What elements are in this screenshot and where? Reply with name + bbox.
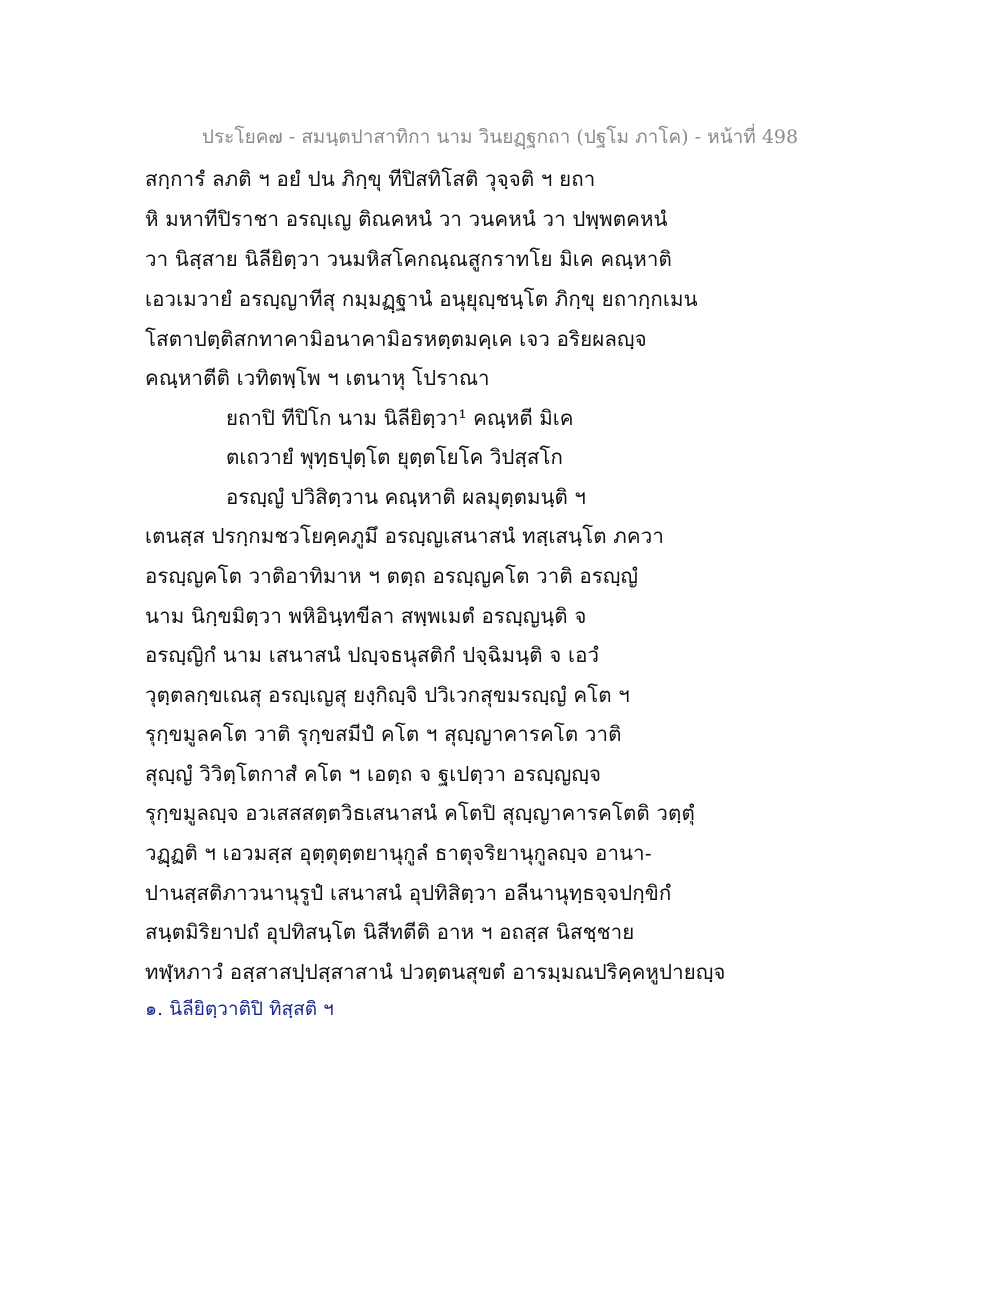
text-line: โสตาปตฺติสกทาคามิอนาคามิอรหตฺตมคฺเค เจว อริยผลญฺจ: [145, 327, 647, 351]
text-line: รุกฺขมูลคโต วาติ รุกฺขสมีปํ คโต ฯ สุญฺญาคารคโต วาติ: [145, 722, 622, 746]
text-line: ปานสฺสติภาวนานุรูปํ เสนาสนํ อุปทิสิตฺวา อลีนานุทฺธจฺจปกฺขิกํ: [145, 881, 672, 905]
text-line: ทฬฺหภาวํ อสฺสาสปฺปสฺสาสานํ ปวตฺตนสุขตํ อารมฺมณปริคฺคหูปายญฺจ: [145, 960, 726, 984]
text-line: คณฺหาตีติ เวทิตพฺโพ ฯ เตนาหุ โปราณา: [145, 366, 490, 390]
page-header: ประโยค๗ - สมนฺตปาสาทิกา นาม วินยฏฺฐกถา (ปฐโม ภาโค) - หน้าที่ 498: [201, 126, 799, 148]
verse-line: ตเถวายํ พุทฺธปุตฺโต ยุตฺตโยโค วิปสฺสโก: [226, 445, 563, 469]
verse-line: อรญฺญํ ปวิสิตฺวาน คณฺหาติ ผลมุตฺตมนฺติ ฯ: [226, 485, 586, 509]
text-line: นาม นิกฺขมิตฺวา พหิอินฺทขีลา สพฺพเมตํ อรญฺญนฺติ จ: [145, 604, 587, 628]
text-line: อรญฺญคโต วาติอาทิมาห ฯ ตตฺถ อรญฺญคโต วาติ อรญฺญํ: [145, 564, 639, 588]
text-line: วฏฺฏติ ฯ เอวมสฺส อุตฺตุตฺตยานุกูลํ ธาตุจริยานุกูลญฺจ อานา-: [145, 841, 652, 865]
text-line: เอวเมวายํ อรญฺญาทีสุ กมฺมฏฺฐานํ อนุยุญฺชนฺโต ภิกฺขุ ยถากฺกเมน: [145, 287, 698, 311]
text-line: สุญฺญํ วิวิตฺโตกาสํ คโต ฯ เอตฺถ จ ฐเปตฺวา อรญฺญญฺจ: [145, 762, 602, 786]
text-line: หิ มหาทีปิราชา อรญฺเญ ติณคหนํ วา วนคหนํ วา ปพฺพตคหนํ: [145, 207, 668, 231]
text-line: สนฺตมิริยาปถํ อุปทิสนฺโต นิสีทตีติ อาห ฯ อถสฺส นิสชฺชาย: [145, 920, 635, 944]
text-line: วุตฺตลกฺขเณสุ อรญฺเญสุ ยงฺกิญฺจิ ปวิเวกสุขมรญฺญํ คโต ฯ: [145, 683, 630, 707]
text-line: สกฺการํ ลภติ ฯ อยํ ปน ภิกฺขุ ทีปิสทิโสติ วุจฺจติ ฯ ยถา: [145, 167, 596, 191]
verse-line: ยถาปิ ทีปิโก นาม นิลียิตฺวา¹ คณฺหตี มิเค: [226, 406, 574, 430]
text-line: อรญฺญิกํ นาม เสนาสนํ ปญฺจธนุสติกํ ปจฺฉิมนฺติ จ เอวํ: [145, 643, 600, 667]
text-line: เตนสฺส ปรกฺกมชวโยคฺคภูมึ อรญฺญเสนาสนํ ทสฺเสนฺโต ภควา: [145, 524, 664, 548]
text-line: วา นิสฺสาย นิลียิตฺวา วนมหิสโคกณฺณสูกราทโย มิเค คณฺหาติ: [145, 247, 672, 271]
text-line: รุกฺขมูลญฺจ อวเสสสตฺตวิธเสนาสนํ คโตปิ สุญฺญาคารคโตติ วตฺตุํ: [145, 801, 695, 825]
footnote: ๑. นิลียิตฺวาติปิ ทิสฺสติ ฯ: [145, 998, 334, 1020]
